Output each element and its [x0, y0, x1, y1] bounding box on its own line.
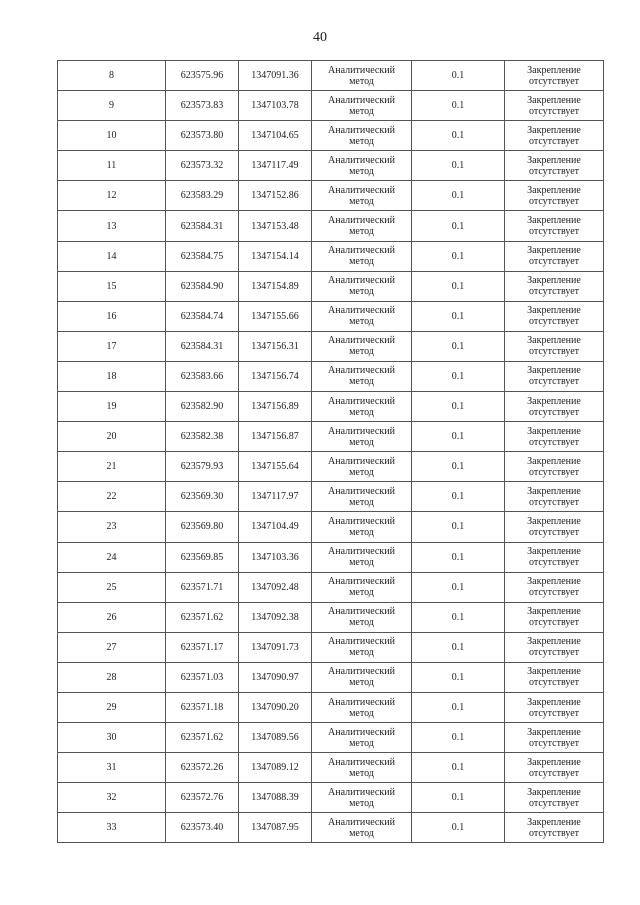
- point-number: 27: [58, 632, 166, 662]
- fix-line1: Закрепление: [527, 546, 581, 558]
- fix-line1: Закрепление: [527, 64, 581, 76]
- coord-y: 1347156.87: [239, 422, 312, 452]
- method-cell: [312, 61, 412, 91]
- method-cell: [312, 91, 412, 121]
- coord-y: 1347153.48: [239, 211, 312, 241]
- fix-line2: отсутствует: [528, 75, 580, 87]
- table-row: [58, 392, 604, 422]
- accuracy: 0.1: [412, 151, 505, 181]
- fix-line2: отсутствует: [528, 346, 580, 358]
- coord-y: 1347087.95: [239, 813, 312, 843]
- table-row: [58, 61, 604, 91]
- method-line2: метод: [349, 617, 374, 629]
- coord-x: 623582.90: [166, 392, 239, 422]
- coord-y: 1347156.89: [239, 392, 312, 422]
- method-line1: Аналитический: [328, 395, 395, 407]
- fixation-cell: [505, 422, 604, 452]
- fix-line1: Закрепление: [527, 154, 581, 166]
- method-line2: метод: [349, 135, 374, 147]
- fix-line1: Закрепление: [527, 335, 581, 347]
- fixation-cell: [505, 482, 604, 512]
- point-number: 13: [58, 211, 166, 241]
- coord-x: 623582.38: [166, 422, 239, 452]
- coord-x: 623569.30: [166, 482, 239, 512]
- method-cell: [312, 452, 412, 482]
- accuracy: 0.1: [412, 482, 505, 512]
- coord-x: 623569.85: [166, 542, 239, 572]
- method-cell: [312, 482, 412, 512]
- accuracy: 0.1: [412, 422, 505, 452]
- method-cell: [312, 392, 412, 422]
- coord-y: 1347156.74: [239, 361, 312, 391]
- fix-line1: Закрепление: [527, 305, 581, 317]
- point-number: 11: [58, 151, 166, 181]
- fixation-cell: [505, 91, 604, 121]
- fixation-cell: [505, 632, 604, 662]
- method-line2: метод: [349, 496, 374, 508]
- fix-line2: отсутствует: [528, 105, 580, 117]
- method-line1: Аналитический: [328, 485, 395, 497]
- method-cell: [312, 121, 412, 151]
- coord-y: 1347091.36: [239, 61, 312, 91]
- coord-x: 623584.74: [166, 301, 239, 331]
- fixation-cell: [505, 692, 604, 722]
- accuracy: 0.1: [412, 632, 505, 662]
- method-line2: метод: [349, 827, 374, 839]
- fix-line1: Закрепление: [527, 184, 581, 196]
- fix-line2: отсутствует: [528, 286, 580, 298]
- table-row: [58, 361, 604, 391]
- accuracy: 0.1: [412, 452, 505, 482]
- accuracy: 0.1: [412, 91, 505, 121]
- point-number: 20: [58, 422, 166, 452]
- accuracy: 0.1: [412, 753, 505, 783]
- method-line2: метод: [349, 406, 374, 418]
- fix-line1: Закрепление: [527, 455, 581, 467]
- coord-x: 623573.40: [166, 813, 239, 843]
- method-line2: метод: [349, 226, 374, 238]
- table-row: [58, 482, 604, 512]
- method-line1: Аналитический: [328, 425, 395, 437]
- fix-line1: Закрепление: [527, 515, 581, 527]
- point-number: 14: [58, 241, 166, 271]
- table-row: [58, 121, 604, 151]
- fix-line2: отсутствует: [528, 135, 580, 147]
- fixation-cell: [505, 211, 604, 241]
- method-line1: Аналитический: [328, 275, 395, 287]
- coord-x: 623583.66: [166, 361, 239, 391]
- table-row: [58, 602, 604, 632]
- method-line2: метод: [349, 195, 374, 207]
- method-line2: метод: [349, 75, 374, 87]
- table-row: [58, 813, 604, 843]
- fixation-cell: [505, 783, 604, 813]
- coord-y: 1347090.20: [239, 692, 312, 722]
- method-line1: Аналитический: [328, 786, 395, 798]
- page-number: 40: [313, 30, 327, 45]
- method-line2: метод: [349, 647, 374, 659]
- accuracy: 0.1: [412, 542, 505, 572]
- coordinates-table: [57, 60, 604, 843]
- table-row: [58, 542, 604, 572]
- coord-y: 1347155.66: [239, 301, 312, 331]
- method-cell: [312, 753, 412, 783]
- method-line1: Аналитический: [328, 756, 395, 768]
- method-cell: [312, 301, 412, 331]
- fix-line2: отсутствует: [528, 226, 580, 238]
- point-number: 33: [58, 813, 166, 843]
- method-line2: метод: [349, 767, 374, 779]
- fixation-cell: [505, 542, 604, 572]
- method-line2: метод: [349, 526, 374, 538]
- point-number: 9: [58, 91, 166, 121]
- method-line1: Аналитический: [328, 184, 395, 196]
- accuracy: 0.1: [412, 61, 505, 91]
- method-line1: Аналитический: [328, 365, 395, 377]
- accuracy: 0.1: [412, 392, 505, 422]
- fix-line2: отсутствует: [528, 767, 580, 779]
- method-cell: [312, 271, 412, 301]
- method-cell: [312, 783, 412, 813]
- method-cell: [312, 151, 412, 181]
- fixation-cell: [505, 813, 604, 843]
- method-cell: [312, 512, 412, 542]
- coord-y: 1347154.89: [239, 271, 312, 301]
- coord-x: 623584.31: [166, 211, 239, 241]
- method-line2: метод: [349, 587, 374, 599]
- table-row: [58, 151, 604, 181]
- method-cell: [312, 361, 412, 391]
- point-number: 10: [58, 121, 166, 151]
- coord-x: 623571.17: [166, 632, 239, 662]
- accuracy: 0.1: [412, 121, 505, 151]
- point-number: 16: [58, 301, 166, 331]
- coord-x: 623571.18: [166, 692, 239, 722]
- fix-line1: Закрепление: [527, 696, 581, 708]
- table-row: [58, 271, 604, 301]
- point-number: 15: [58, 271, 166, 301]
- coord-x: 623571.03: [166, 662, 239, 692]
- method-line1: Аналитический: [328, 455, 395, 467]
- fix-line1: Закрепление: [527, 485, 581, 497]
- table-row: [58, 783, 604, 813]
- method-cell: [312, 181, 412, 211]
- method-cell: [312, 241, 412, 271]
- accuracy: 0.1: [412, 783, 505, 813]
- accuracy: 0.1: [412, 662, 505, 692]
- point-number: 12: [58, 181, 166, 211]
- fix-line1: Закрепление: [527, 94, 581, 106]
- method-cell: [312, 662, 412, 692]
- method-line2: метод: [349, 256, 374, 268]
- point-number: 23: [58, 512, 166, 542]
- accuracy: 0.1: [412, 241, 505, 271]
- fixation-cell: [505, 271, 604, 301]
- fix-line2: отсутствует: [528, 526, 580, 538]
- method-line2: метод: [349, 557, 374, 569]
- method-cell: [312, 632, 412, 662]
- fixation-cell: [505, 301, 604, 331]
- fix-line1: Закрепление: [527, 425, 581, 437]
- method-line2: метод: [349, 737, 374, 749]
- method-cell: [312, 813, 412, 843]
- fixation-cell: [505, 241, 604, 271]
- method-line1: Аналитический: [328, 606, 395, 618]
- coord-y: 1347088.39: [239, 783, 312, 813]
- table-row: [58, 662, 604, 692]
- coord-y: 1347104.49: [239, 512, 312, 542]
- method-cell: [312, 723, 412, 753]
- method-line2: метод: [349, 436, 374, 448]
- table-row: [58, 753, 604, 783]
- coord-y: 1347089.56: [239, 723, 312, 753]
- coord-y: 1347156.31: [239, 331, 312, 361]
- fix-line2: отсутствует: [528, 557, 580, 569]
- fixation-cell: [505, 512, 604, 542]
- method-line1: Аналитический: [328, 576, 395, 588]
- coord-x: 623584.75: [166, 241, 239, 271]
- fixation-cell: [505, 181, 604, 211]
- accuracy: 0.1: [412, 813, 505, 843]
- fix-line2: отсутствует: [528, 195, 580, 207]
- fix-line1: Закрепление: [527, 395, 581, 407]
- coord-y: 1347103.36: [239, 542, 312, 572]
- fixation-cell: [505, 662, 604, 692]
- accuracy: 0.1: [412, 692, 505, 722]
- fix-line2: отсутствует: [528, 587, 580, 599]
- method-cell: [312, 211, 412, 241]
- coord-y: 1347155.64: [239, 452, 312, 482]
- fixation-cell: [505, 753, 604, 783]
- accuracy: 0.1: [412, 211, 505, 241]
- coord-x: 623571.71: [166, 572, 239, 602]
- coord-y: 1347154.14: [239, 241, 312, 271]
- fix-line1: Закрепление: [527, 124, 581, 136]
- fixation-cell: [505, 151, 604, 181]
- fix-line1: Закрепление: [527, 365, 581, 377]
- fix-line1: Закрепление: [527, 245, 581, 257]
- fix-line2: отсутствует: [528, 256, 580, 268]
- method-line1: Аналитический: [328, 124, 395, 136]
- fixation-cell: [505, 723, 604, 753]
- point-number: 28: [58, 662, 166, 692]
- point-number: 18: [58, 361, 166, 391]
- coord-x: 623572.76: [166, 783, 239, 813]
- point-number: 8: [58, 61, 166, 91]
- accuracy: 0.1: [412, 331, 505, 361]
- coord-x: 623584.90: [166, 271, 239, 301]
- method-line1: Аналитический: [328, 696, 395, 708]
- coord-x: 623584.31: [166, 331, 239, 361]
- coord-x: 623579.93: [166, 452, 239, 482]
- point-number: 22: [58, 482, 166, 512]
- fix-line1: Закрепление: [527, 275, 581, 287]
- fixation-cell: [505, 61, 604, 91]
- fix-line1: Закрепление: [527, 606, 581, 618]
- method-line2: метод: [349, 316, 374, 328]
- coord-x: 623583.29: [166, 181, 239, 211]
- accuracy: 0.1: [412, 181, 505, 211]
- point-number: 29: [58, 692, 166, 722]
- point-number: 26: [58, 602, 166, 632]
- coord-y: 1347117.49: [239, 151, 312, 181]
- coord-y: 1347104.65: [239, 121, 312, 151]
- table-row: [58, 91, 604, 121]
- point-number: 32: [58, 783, 166, 813]
- method-line1: Аналитический: [328, 154, 395, 166]
- table-row: [58, 181, 604, 211]
- point-number: 21: [58, 452, 166, 482]
- point-number: 17: [58, 331, 166, 361]
- coord-y: 1347089.12: [239, 753, 312, 783]
- method-line1: Аналитический: [328, 335, 395, 347]
- coord-y: 1347117.97: [239, 482, 312, 512]
- fix-line2: отсутствует: [528, 436, 580, 448]
- method-cell: [312, 602, 412, 632]
- table-row: [58, 723, 604, 753]
- accuracy: 0.1: [412, 572, 505, 602]
- method-line1: Аналитический: [328, 666, 395, 678]
- method-line1: Аналитический: [328, 64, 395, 76]
- fix-line1: Закрепление: [527, 726, 581, 738]
- fixation-cell: [505, 572, 604, 602]
- fix-line2: отсутствует: [528, 677, 580, 689]
- method-line2: метод: [349, 286, 374, 298]
- method-line2: метод: [349, 707, 374, 719]
- table-row: [58, 241, 604, 271]
- fixation-cell: [505, 331, 604, 361]
- method-line1: Аналитический: [328, 636, 395, 648]
- point-number: 31: [58, 753, 166, 783]
- fix-line1: Закрепление: [527, 756, 581, 768]
- fix-line2: отсутствует: [528, 827, 580, 839]
- coord-y: 1347103.78: [239, 91, 312, 121]
- method-cell: [312, 542, 412, 572]
- point-number: 24: [58, 542, 166, 572]
- method-cell: [312, 422, 412, 452]
- method-line2: метод: [349, 165, 374, 177]
- coord-x: 623575.96: [166, 61, 239, 91]
- method-line1: Аналитический: [328, 816, 395, 828]
- method-line1: Аналитический: [328, 215, 395, 227]
- method-cell: [312, 331, 412, 361]
- fix-line2: отсутствует: [528, 617, 580, 629]
- method-line1: Аналитический: [328, 546, 395, 558]
- fix-line2: отсутствует: [528, 797, 580, 809]
- fix-line1: Закрепление: [527, 816, 581, 828]
- table-row: [58, 572, 604, 602]
- accuracy: 0.1: [412, 301, 505, 331]
- method-line2: метод: [349, 376, 374, 388]
- method-line1: Аналитический: [328, 305, 395, 317]
- fix-line2: отсутствует: [528, 406, 580, 418]
- method-line2: метод: [349, 105, 374, 117]
- fix-line2: отсутствует: [528, 466, 580, 478]
- coord-x: 623571.62: [166, 723, 239, 753]
- point-number: 30: [58, 723, 166, 753]
- method-line2: метод: [349, 346, 374, 358]
- accuracy: 0.1: [412, 723, 505, 753]
- coord-x: 623573.32: [166, 151, 239, 181]
- fix-line2: отсутствует: [528, 737, 580, 749]
- fix-line2: отсутствует: [528, 316, 580, 328]
- fix-line2: отсутствует: [528, 647, 580, 659]
- coord-y: 1347152.86: [239, 181, 312, 211]
- fix-line2: отсутствует: [528, 165, 580, 177]
- table-row: [58, 632, 604, 662]
- fixation-cell: [505, 121, 604, 151]
- fix-line1: Закрепление: [527, 636, 581, 648]
- coord-x: 623572.26: [166, 753, 239, 783]
- table-row: [58, 452, 604, 482]
- fixation-cell: [505, 392, 604, 422]
- table-row: [58, 301, 604, 331]
- coord-x: 623571.62: [166, 602, 239, 632]
- method-line2: метод: [349, 677, 374, 689]
- coord-y: 1347090.97: [239, 662, 312, 692]
- accuracy: 0.1: [412, 271, 505, 301]
- method-line1: Аналитический: [328, 515, 395, 527]
- fix-line2: отсутствует: [528, 496, 580, 508]
- coord-x: 623569.80: [166, 512, 239, 542]
- method-cell: [312, 692, 412, 722]
- point-number: 25: [58, 572, 166, 602]
- accuracy: 0.1: [412, 512, 505, 542]
- point-number: 19: [58, 392, 166, 422]
- coord-x: 623573.83: [166, 91, 239, 121]
- method-line2: метод: [349, 466, 374, 478]
- accuracy: 0.1: [412, 602, 505, 632]
- fix-line1: Закрепление: [527, 666, 581, 678]
- fixation-cell: [505, 361, 604, 391]
- fix-line1: Закрепление: [527, 215, 581, 227]
- method-line1: Аналитический: [328, 245, 395, 257]
- coord-y: 1347092.38: [239, 602, 312, 632]
- coord-y: 1347092.48: [239, 572, 312, 602]
- table-row: [58, 422, 604, 452]
- table-row: [58, 512, 604, 542]
- fix-line1: Закрепление: [527, 786, 581, 798]
- coord-x: 623573.80: [166, 121, 239, 151]
- fix-line2: отсутствует: [528, 707, 580, 719]
- table-row: [58, 692, 604, 722]
- method-cell: [312, 572, 412, 602]
- accuracy: 0.1: [412, 361, 505, 391]
- method-line1: Аналитический: [328, 726, 395, 738]
- fix-line2: отсутствует: [528, 376, 580, 388]
- fix-line1: Закрепление: [527, 576, 581, 588]
- table-row: [58, 211, 604, 241]
- fixation-cell: [505, 602, 604, 632]
- method-line1: Аналитический: [328, 94, 395, 106]
- table-row: [58, 331, 604, 361]
- coord-y: 1347091.73: [239, 632, 312, 662]
- fixation-cell: [505, 452, 604, 482]
- method-line2: метод: [349, 797, 374, 809]
